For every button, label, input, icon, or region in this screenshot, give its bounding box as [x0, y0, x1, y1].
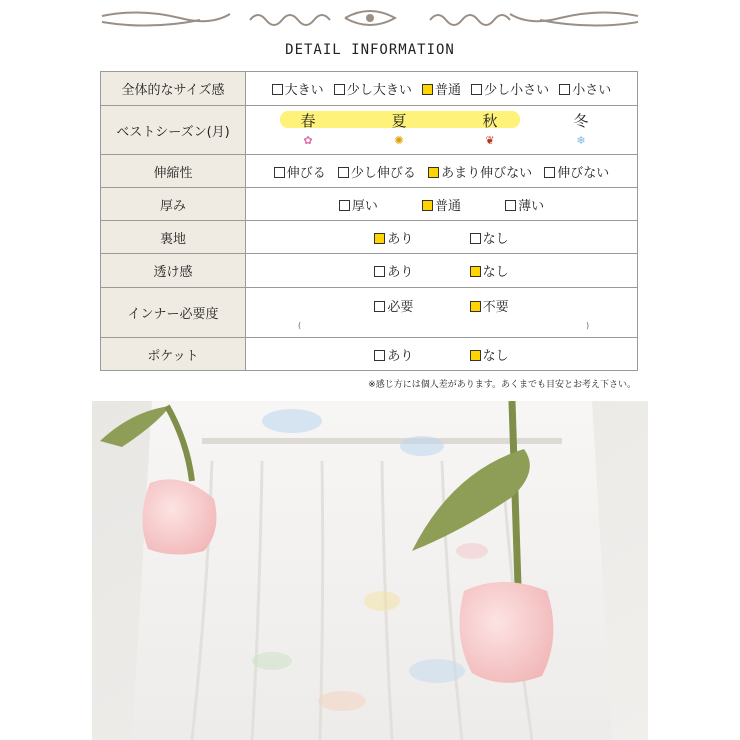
option-item	[374, 300, 413, 315]
checkbox	[544, 167, 555, 178]
checkbox	[471, 84, 482, 95]
row-options	[246, 155, 638, 188]
row-options	[246, 72, 638, 106]
product-photo	[92, 401, 648, 740]
option-label: なし	[482, 265, 509, 280]
detail-table	[100, 71, 638, 371]
sunflower-icon: ✺	[394, 134, 404, 147]
option-label: 普通	[434, 198, 461, 214]
option-label: 少し小さい	[484, 83, 550, 98]
option-item	[470, 349, 509, 364]
row-options	[246, 188, 638, 221]
option-label: 厚い	[351, 198, 378, 214]
checkbox-checked	[422, 200, 433, 211]
checkbox	[374, 266, 385, 277]
table-row-stretch	[101, 155, 638, 188]
row-options	[246, 338, 638, 371]
paren-open: (	[298, 321, 302, 330]
checkbox	[334, 84, 345, 95]
table-row-size	[101, 72, 638, 106]
checkbox-checked	[374, 233, 385, 244]
row-label: 伸縮性	[101, 155, 246, 188]
checkbox-checked	[470, 350, 481, 361]
option-item	[339, 199, 378, 214]
table-row-inner	[101, 288, 638, 338]
checkbox	[559, 84, 570, 95]
row-options	[246, 221, 638, 254]
season-name: 夏	[391, 112, 407, 130]
option-label: 小さい	[572, 83, 612, 98]
season-winter	[553, 112, 609, 148]
checkbox	[338, 167, 349, 178]
option-item	[374, 265, 413, 280]
checkbox	[374, 301, 385, 312]
option-label: あり	[387, 231, 414, 247]
option-label: 普通	[434, 83, 461, 98]
row-label: インナー必要度	[101, 288, 246, 338]
option-label: なし	[482, 348, 509, 364]
season-spring	[280, 112, 336, 148]
disclaimer-note: ※感じ方には個人差があります。あくまでも目安とお考え下さい。	[368, 380, 636, 390]
option-item	[544, 166, 609, 181]
option-label: 伸びる	[286, 165, 326, 181]
option-item	[334, 83, 412, 98]
option-item	[374, 232, 413, 247]
option-item	[471, 83, 549, 98]
option-item	[470, 232, 509, 247]
option-item	[274, 166, 326, 181]
checkbox-checked	[470, 301, 481, 312]
checkbox	[470, 233, 481, 244]
checkbox	[339, 200, 350, 211]
checkbox	[505, 200, 516, 211]
option-label: 必要	[387, 300, 414, 315]
option-label: あまり伸びない	[441, 165, 533, 181]
season-cell	[246, 106, 638, 155]
option-item	[505, 199, 544, 214]
row-label: ポケット	[101, 338, 246, 371]
option-item	[272, 83, 324, 98]
option-item	[422, 83, 461, 98]
option-label: 不要	[482, 300, 509, 315]
table-row-sheerness	[101, 254, 638, 288]
option-label: なし	[482, 231, 509, 247]
option-item	[338, 166, 416, 181]
option-item	[374, 349, 413, 364]
table-row-thickness	[101, 188, 638, 221]
snowflake-icon: ❄	[576, 134, 586, 147]
option-item	[428, 166, 532, 181]
checkbox	[374, 350, 385, 361]
checkbox-checked	[422, 84, 433, 95]
row-options	[246, 254, 638, 288]
season-autumn	[462, 112, 518, 148]
option-label: あり	[387, 348, 414, 364]
checkbox-checked	[470, 266, 481, 277]
option-label: 少し大きい	[346, 83, 412, 98]
option-label: 伸びない	[557, 165, 610, 181]
row-label: 裏地	[101, 221, 246, 254]
season-list	[246, 112, 637, 148]
option-label: 薄い	[518, 198, 545, 214]
flower-icon: ✿	[303, 134, 313, 147]
decorative-ornament	[100, 6, 640, 32]
row-label: 厚み	[101, 188, 246, 221]
row-label: 全体的なサイズ感	[101, 72, 246, 106]
option-label: あり	[387, 265, 414, 280]
season-summer	[371, 112, 427, 148]
checkbox	[274, 167, 285, 178]
table-row-season	[101, 106, 638, 155]
row-label: ベストシーズン(月)	[101, 106, 246, 155]
option-item	[422, 199, 461, 214]
option-item	[470, 300, 509, 315]
row-label: 透け感	[101, 254, 246, 288]
checkbox	[272, 84, 283, 95]
season-name: 春	[300, 112, 316, 130]
maple-leaf-icon: ❦	[485, 134, 495, 147]
option-label: 大きい	[284, 83, 324, 98]
season-name: 秋	[482, 112, 498, 130]
page-title: DETAIL INFORMATION	[285, 42, 455, 58]
table-row-lining	[101, 221, 638, 254]
option-item	[470, 265, 509, 280]
row-options	[246, 288, 638, 338]
table-row-pocket	[101, 338, 638, 371]
season-name: 冬	[573, 112, 589, 130]
checkbox-checked	[428, 167, 439, 178]
paren-close: )	[586, 321, 590, 330]
option-item	[559, 83, 611, 98]
option-label: 少し伸びる	[350, 165, 416, 181]
